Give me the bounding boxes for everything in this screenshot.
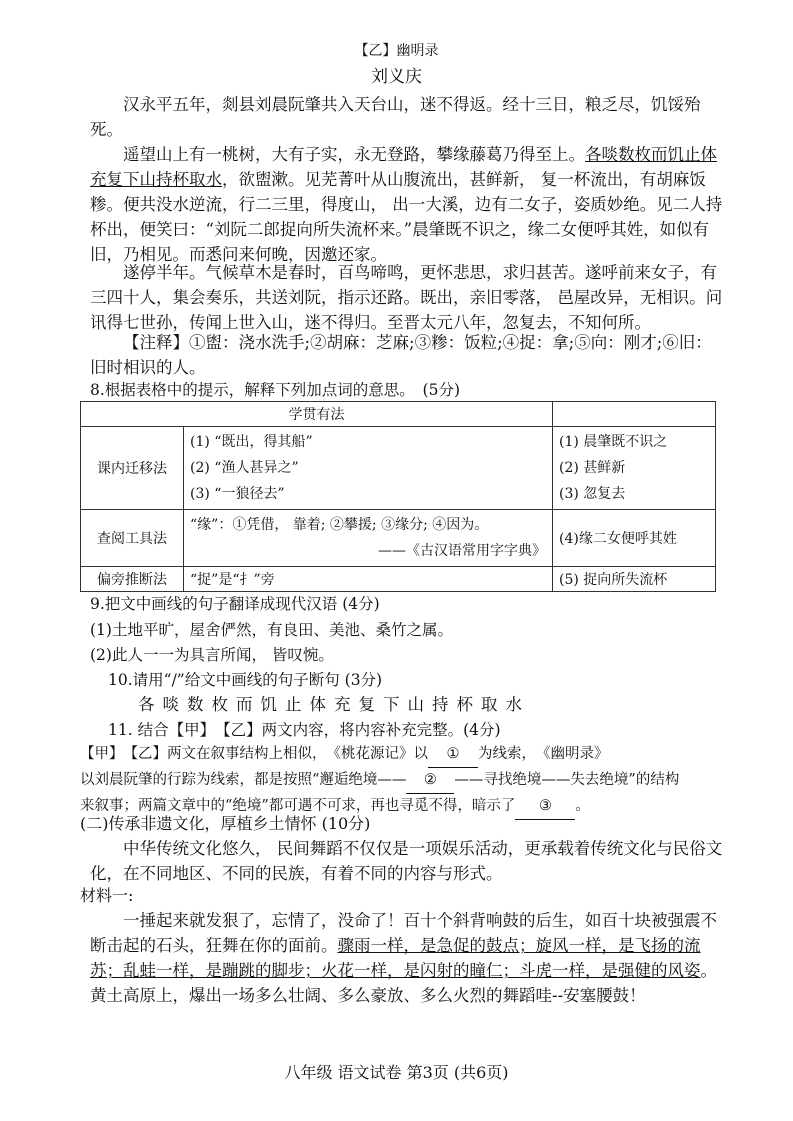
passage-note: 【注释】①盥：浇水洗手;②胡麻：芝麻;③糁：饭粒;④捉：拿;⑤向：刚才;⑥旧：旧时相识的人。 xyxy=(90,333,712,377)
row2-label: 查阅工具法 xyxy=(81,510,184,567)
row1-target: (2) 甚鲜新 xyxy=(559,460,626,476)
row1-targets xyxy=(553,427,716,510)
q11-text: 以刘晨阮肇的行踪为线索，都是按照“邂逅绝境—— xyxy=(80,772,407,788)
row1-label: 课内迁移法 xyxy=(81,427,184,510)
question-11-title: 11. 结合【甲】 【乙】两文内容，将内容补充完整。(4分) xyxy=(108,721,501,739)
underlined-sentence: 各啖数枚而饥止体充复下山持杯取水 xyxy=(90,145,717,189)
row1-target: (1) 晨肇既不识之 xyxy=(559,434,668,450)
row2-source: ——《古汉语常用字字典》 xyxy=(378,543,546,559)
passage-author: 刘义庆 xyxy=(371,67,422,87)
row1-target: (3) 忽复去 xyxy=(559,486,626,502)
question-9-sentence-1: (1)土地平旷，屋舍俨然，有良田、美池、桑竹之属。 xyxy=(90,621,453,639)
material-1-end: 。黄土高原上，爆出一场多么壮阔、多么豪放、多么火烈的舞蹈哇--安塞腰鼓！ xyxy=(90,961,717,1005)
q11-line-1 xyxy=(80,742,730,768)
section-2-intro: 中华传统文化悠久， 民间舞蹈不仅仅是一项娱乐活动，更承载着传统文化与民俗文化，在不同地区、不同的民族，有着不同的内容与形式。 xyxy=(90,839,723,883)
row1-example: (3) “一狼径去” xyxy=(190,486,285,502)
passage-source-title: 【乙】幽明录 xyxy=(354,43,439,59)
question-9-title: 9.把文中画线的句子翻译成现代汉语 (4分) xyxy=(90,595,380,613)
blank-2[interactable]: ② xyxy=(406,768,454,794)
question-11-body xyxy=(80,742,730,820)
row1-example: (1) “既出，得其船” xyxy=(190,434,313,450)
row1-examples xyxy=(184,427,553,510)
passage-paragraph-1: 汉永平五年，剡县刘晨阮肇共入天台山，迷不得返。经十三日，粮乏尽，饥馁殆死。 xyxy=(90,95,701,139)
q11-text: 为线索， 《幽明录》 xyxy=(478,746,609,762)
q11-text: 。 xyxy=(575,798,590,814)
q11-line-2 xyxy=(80,768,730,794)
material-1-underlined: 骤雨一样，是急促的鼓点；旋风一样，是飞扬的流苏；乱蛙一样，是蹦跳的脚步；火花一样，是闪射的瞳仁；斗虎一样，是强健的风姿 xyxy=(90,936,701,980)
row3-label: 偏旁推断法 xyxy=(81,567,184,592)
row2-definition-cell xyxy=(184,510,553,567)
passage-paragraph-3: 遂停半年。气候草木是春时，百鸟啼鸣，更怀悲思，求归甚苦。遂呼前来女子，有三四十人，集会奏乐，共送刘阮，指示还路。既出，亲旧零落， 邑屋改异，无相识。问讯得七世孙，传闻上世入山，迷不得归。至晋太元八年，忽复去，不知何所。 xyxy=(90,263,723,332)
question-10-title: 10.请用“/”给文中画线的句子断句 (3分) xyxy=(108,671,383,689)
row2-target: (4)缘二女便呼其姓 xyxy=(553,510,716,567)
question-8-title: 8.根据表格中的提示，解释下列加点词的意思。 (5分) xyxy=(90,381,460,399)
row3-hint: “捉”是“扌”旁 xyxy=(184,567,553,592)
material-1-text xyxy=(90,908,727,1008)
material-label: 材料一: xyxy=(80,886,134,905)
table-header-empty xyxy=(553,402,716,427)
question-10-sentence: 各啖数枚而饥止体充复下山持杯取水 xyxy=(138,695,530,714)
passage-p2-start: 遥望山上有一桃树，大有子实，永无登路，攀缘藤葛乃得至上。 xyxy=(123,145,585,164)
q11-text: 【甲】 【乙】两文在叙事结构上相似， 《桃花源记》以 xyxy=(80,746,428,762)
passage-p2-rest: ，欲盥漱。见芜菁叶从山腹流出，甚鲜新， 复一杯流出，有胡麻饭糁。便共没水逆流，行二三里，得度山， 出一大溪，边有二女子，姿质妙绝。见二人持杯出，便笑曰：“刘阮二郎捉向所失流杯来。”晨肇既不识之，缘二女便呼其姓，如似有旧，乃相见。而悉问来何晚，因邀还家。 xyxy=(90,170,723,264)
q11-text: 来叙事；两篇文章中的“绝境”都可遇不可求，再也寻觅不得，暗示了 xyxy=(80,798,516,814)
question-9-sentence-2: (2)此人一一为具言所闻， 皆叹惋。 xyxy=(90,646,334,664)
table-header-cell: 学贯有法 xyxy=(81,402,553,427)
section-2-title: (二)传承非遗文化，厚植乡土情怀 (10分) xyxy=(80,814,371,833)
passage-paragraph-2 xyxy=(90,142,727,267)
material-1-start: 一捶起来就发狠了，忘情了，没命了！百十个斜背响鼓的后生，如百十块被强震不断击起的石头，狂舞在你的面前。 xyxy=(90,911,717,955)
row2-definition: “缘”：①凭借， 靠着; ②攀援; ③缘分; ④因为。 xyxy=(190,517,489,533)
question-8-table xyxy=(80,401,716,592)
blank-3[interactable]: ③ xyxy=(515,794,575,820)
page-footer: 八年级 语文试卷 第3页 (共6页) xyxy=(284,1063,509,1082)
q11-text: ——寻找绝境——失去绝境”的结构 xyxy=(454,772,680,788)
blank-1[interactable]: ① xyxy=(428,742,478,768)
row1-example: (2) “渔人甚异之” xyxy=(190,460,299,476)
row3-target: (5) 捉向所失流杯 xyxy=(553,567,716,592)
